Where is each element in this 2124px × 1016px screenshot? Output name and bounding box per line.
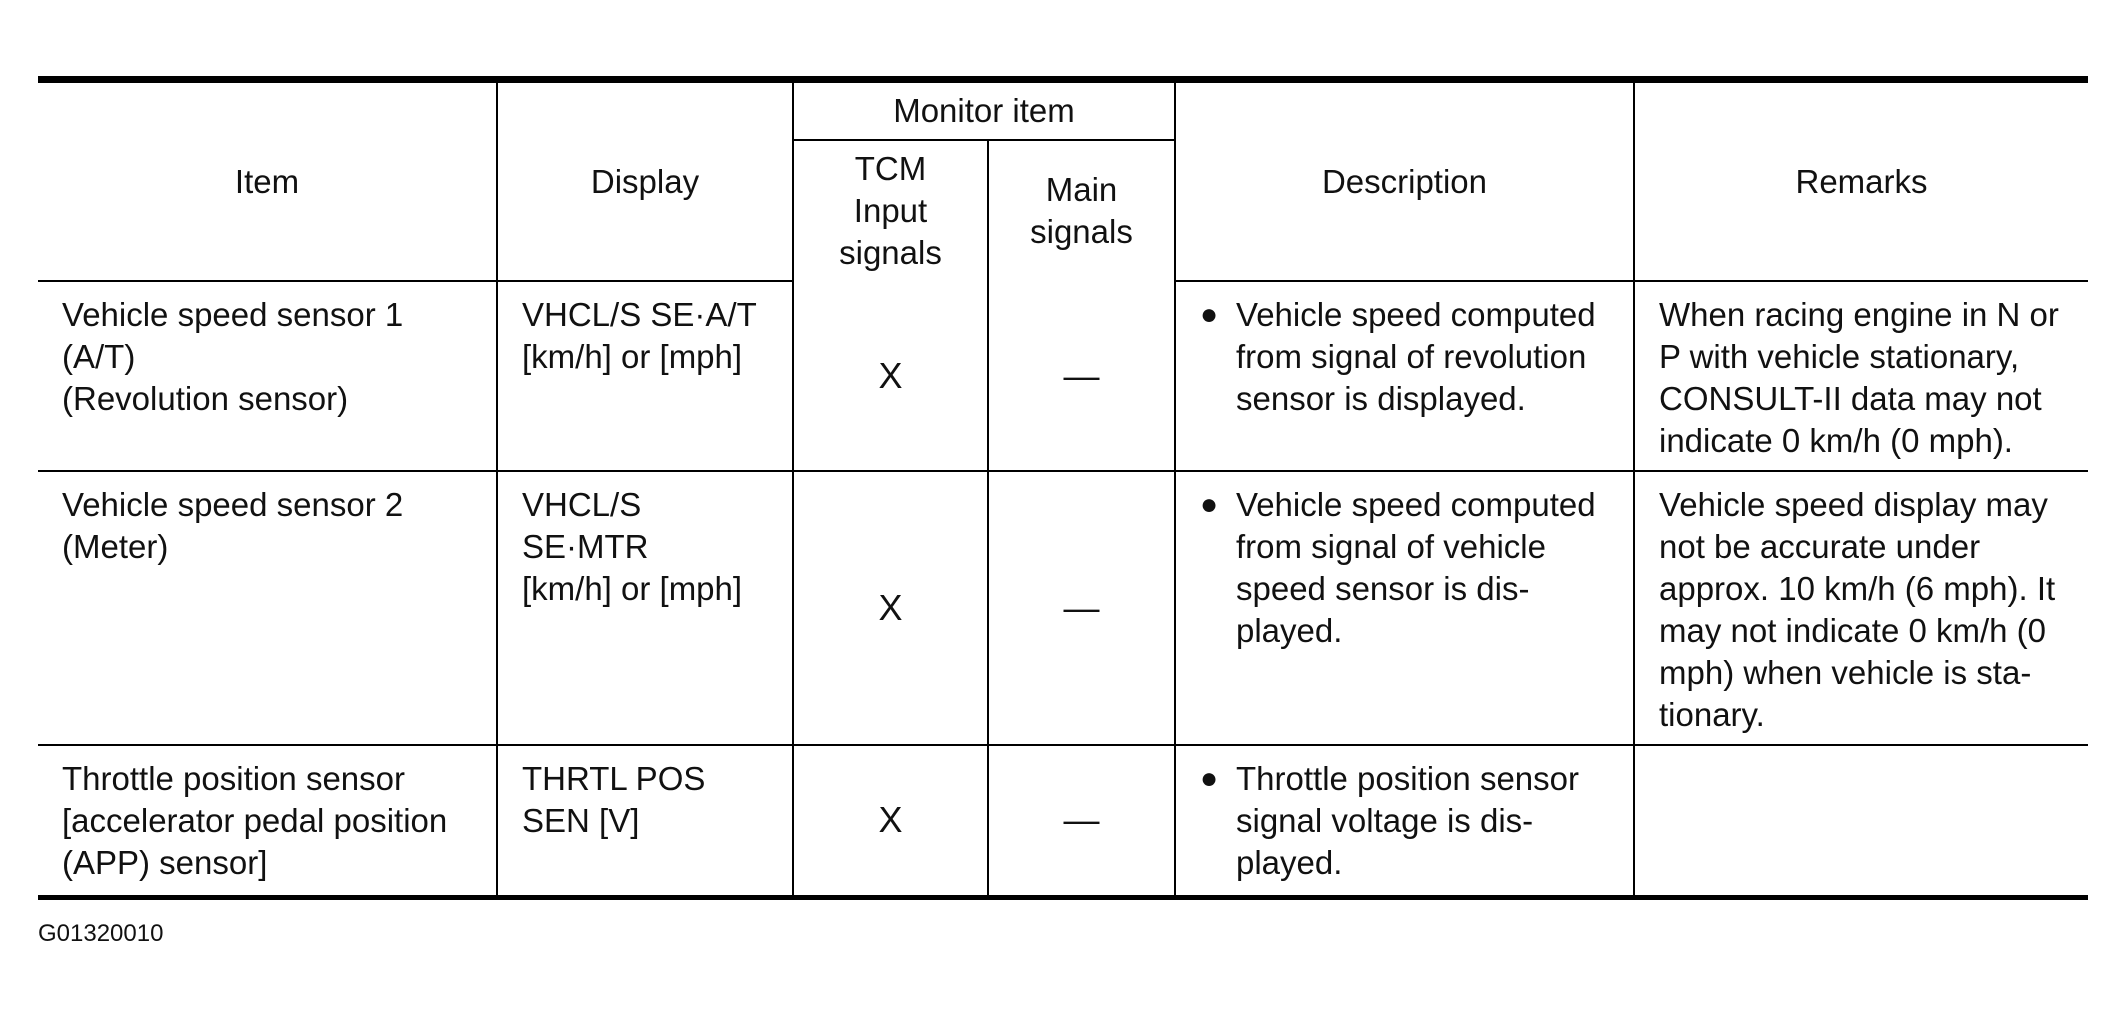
item-cell: Vehicle speed sensor 2 (Meter) xyxy=(38,471,497,745)
tcm-input-mark: X xyxy=(793,471,988,745)
item-cell: Throttle position sensor [accelerator pedal position (APP) sensor] xyxy=(38,745,497,897)
header-remarks: Remarks xyxy=(1634,80,2088,282)
description-cell: ● Vehicle speed computed from signal of vehicle speed sensor is dis- played. xyxy=(1175,471,1634,745)
header-description: Description xyxy=(1175,80,1634,282)
description-cell: ● Vehicle speed computed from signal of revolution sensor is displayed. xyxy=(1175,281,1634,471)
header-display: Display xyxy=(497,80,793,282)
spec-table-container xyxy=(38,76,2088,900)
display-cell: VHCL/S SE·A/T [km/h] or [mph] xyxy=(497,281,793,471)
remarks-cell: Vehicle speed display may not be accurate under approx. 10 km/h (6 mph). It may not indicate 0 km/h (0 mph) when vehicle is sta- tionary. xyxy=(1634,471,2088,745)
display-cell: THRTL POS SEN [V] xyxy=(497,745,793,897)
header-item: Item xyxy=(38,80,497,282)
remarks-cell: When racing engine in N or P with vehicle stationary, CONSULT-II data may not indicate 0 km/h (0 mph). xyxy=(1634,281,2088,471)
item-cell: Vehicle speed sensor 1 (A/T) (Revolution sensor) xyxy=(38,281,497,471)
figure-code: G01320010 xyxy=(38,920,164,947)
display-cell: VHCL/S SE·MTR [km/h] or [mph] xyxy=(497,471,793,745)
bullet-icon: ● xyxy=(1200,488,1219,521)
main-signals-mark: — xyxy=(988,745,1175,897)
header-tcm-input-signals: TCM Input signals xyxy=(793,140,988,281)
header-main-signals: Main signals xyxy=(988,140,1175,281)
tcm-input-mark: X xyxy=(793,281,988,471)
consult-monitor-table xyxy=(38,76,2088,900)
header-monitor-item: Monitor item xyxy=(793,80,1175,141)
tcm-input-mark: X xyxy=(793,745,988,897)
table-row xyxy=(38,281,2088,471)
main-signals-mark: — xyxy=(988,281,1175,471)
table-row xyxy=(38,471,2088,745)
remarks-cell xyxy=(1634,745,2088,897)
bullet-icon: ● xyxy=(1200,298,1219,331)
bullet-icon: ● xyxy=(1200,762,1219,795)
description-cell: ● Throttle position sensor signal voltage is dis- played. xyxy=(1175,745,1634,897)
table-row xyxy=(38,745,2088,897)
main-signals-mark: — xyxy=(988,471,1175,745)
